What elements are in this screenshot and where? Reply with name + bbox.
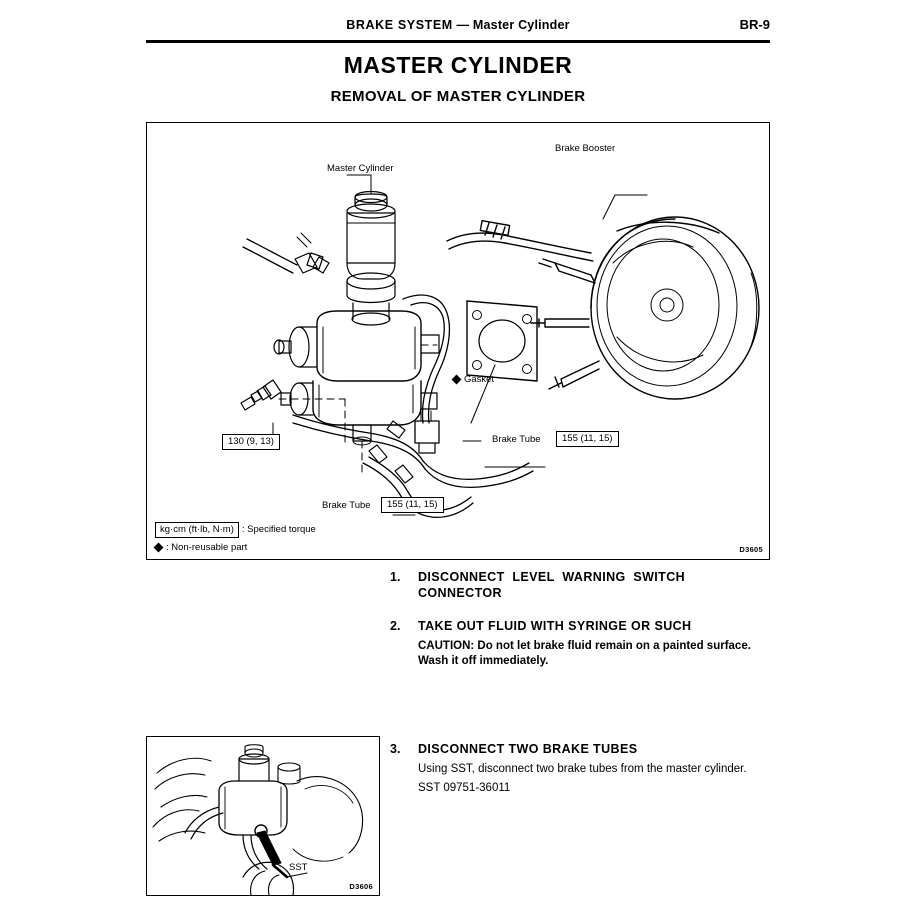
header-title xyxy=(346,18,569,32)
label-gasket: Gasket xyxy=(453,374,494,385)
step-1 xyxy=(390,570,770,601)
page-header xyxy=(146,18,770,32)
step-1-title: DISCONNECT LEVEL WARNING SWITCH CONNECTOR xyxy=(418,570,686,600)
legend-units-box: kg·cm (ft·lb, N·m) xyxy=(155,522,239,538)
figure-code: D3605 xyxy=(739,545,763,554)
legend-units-text: : Specified torque xyxy=(241,524,316,535)
page-title: MASTER CYLINDER xyxy=(343,52,573,78)
step-1-number: 1. xyxy=(390,570,401,584)
step-2-caution: CAUTION: Do not let brake fluid remain on a painted surface. Wash it off immediately. xyxy=(418,639,751,667)
torque-tube-bottom: 155 (11, 15) xyxy=(381,497,444,513)
sst-usage-diagram xyxy=(147,737,379,895)
step-3-block xyxy=(390,742,770,810)
step-3-line2: SST 09751-36011 xyxy=(418,781,511,794)
torque-cylinder-nut: 130 (9, 13) xyxy=(222,434,280,450)
label-brake-tube-right: Brake Tube xyxy=(492,434,541,445)
label-master-cylinder: Master Cylinder xyxy=(327,163,394,174)
header-system: BRAKE SYSTEM xyxy=(346,18,453,32)
exploded-view-figure xyxy=(146,122,770,560)
header-section: Master Cylinder xyxy=(472,18,570,32)
step-3-line1: Using SST, disconnect two brake tubes from the master cylinder. xyxy=(418,762,747,775)
diamond-legend-icon xyxy=(154,543,164,553)
figure2-code: D3606 xyxy=(349,882,373,891)
label-brake-tube-bottom: Brake Tube xyxy=(322,500,371,511)
step-3 xyxy=(390,742,770,796)
step-2 xyxy=(390,619,770,669)
legend-nonreusable-text: : Non-reusable part xyxy=(166,542,248,553)
legend-nonreusable xyxy=(155,542,247,553)
label-brake-booster: Brake Booster xyxy=(555,143,616,154)
legend-units xyxy=(155,522,316,538)
label-sst: SST xyxy=(289,862,308,873)
torque-tube-right: 155 (11, 15) xyxy=(556,431,619,447)
step-3-number: 3. xyxy=(390,742,401,756)
step-2-number: 2. xyxy=(390,619,401,634)
header-separator: — xyxy=(456,18,470,32)
header-divider xyxy=(146,40,770,43)
step-3-title: DISCONNECT TWO BRAKE TUBES xyxy=(418,742,638,756)
step-2-title: TAKE OUT FLUID WITH SYRINGE OR SUCH xyxy=(418,619,692,634)
master-cylinder-diagram xyxy=(147,123,769,559)
sst-figure xyxy=(146,736,380,896)
diamond-marker-icon xyxy=(452,375,462,385)
page-number: BR-9 xyxy=(739,17,770,32)
page-subtitle: REMOVAL OF MASTER CYLINDER xyxy=(330,88,586,105)
steps-list xyxy=(390,570,770,683)
